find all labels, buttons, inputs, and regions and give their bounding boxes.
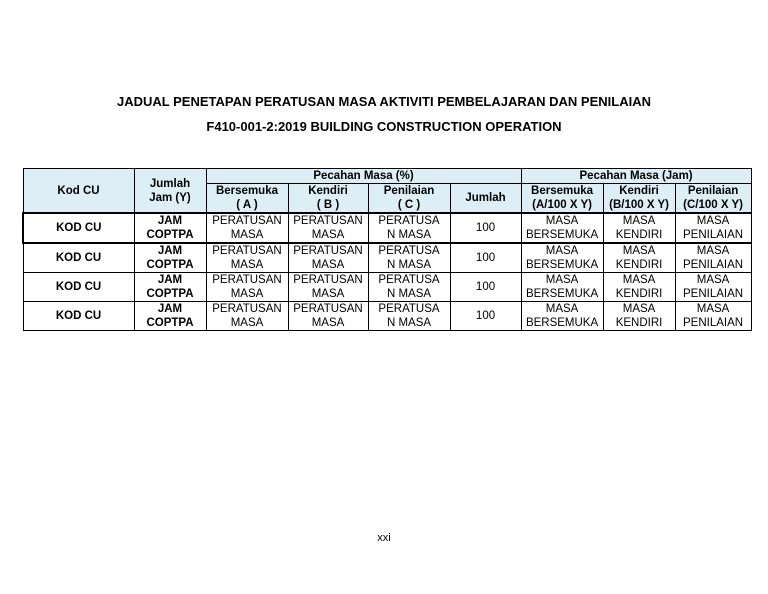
cell-jam-b[interactable]: MASA KENDIRI	[603, 302, 675, 331]
cell-jam-c[interactable]: MASA PENILAIAN	[675, 243, 751, 273]
cell-c[interactable]: PERATUSA N MASA	[368, 213, 450, 243]
cell-c[interactable]: PERATUSA N MASA	[368, 302, 450, 331]
header-jam-kendiri: Kendiri (B/100 X Y)	[603, 184, 675, 214]
header-kod-cu: Kod CU	[23, 169, 134, 214]
cell-jam-a[interactable]: MASA BERSEMUKA	[521, 213, 603, 243]
header-group-hours: Pecahan Masa (Jam)	[521, 169, 751, 184]
header-penilaian: Penilaian ( C )	[368, 184, 450, 214]
document-subtitle: F410-001-2:2019 BUILDING CONSTRUCTION OPERATION	[206, 119, 562, 134]
cell-jam-c[interactable]: MASA PENILAIAN	[675, 213, 751, 243]
page-number: xxi	[377, 532, 391, 544]
header-group-percent: Pecahan Masa (%)	[206, 169, 521, 184]
cell-c[interactable]: PERATUSA N MASA	[368, 243, 450, 273]
cell-jumlah[interactable]: 100	[450, 302, 521, 331]
time-allocation-table	[22, 168, 752, 331]
cell-a[interactable]: PERATUSAN MASA	[206, 243, 288, 273]
cell-jam[interactable]: JAM COPTPA	[134, 273, 206, 302]
cell-jumlah[interactable]: 100	[450, 243, 521, 273]
cell-b[interactable]: PERATUSAN MASA	[288, 243, 368, 273]
cell-b[interactable]: PERATUSAN MASA	[288, 273, 368, 302]
table-row	[23, 302, 751, 331]
cell-jam-a[interactable]: MASA BERSEMUKA	[521, 273, 603, 302]
cell-kod[interactable]: KOD CU	[23, 213, 134, 243]
header-jam-bersemuka: Bersemuka (A/100 X Y)	[521, 184, 603, 214]
cell-jam[interactable]: JAM COPTPA	[134, 302, 206, 331]
header-jam-penilaian: Penilaian (C/100 X Y)	[675, 184, 751, 214]
cell-kod[interactable]: KOD CU	[23, 243, 134, 273]
cell-jam[interactable]: JAM COPTPA	[134, 243, 206, 273]
cell-kod[interactable]: KOD CU	[23, 273, 134, 302]
cell-a[interactable]: PERATUSAN MASA	[206, 213, 288, 243]
cell-jam-a[interactable]: MASA BERSEMUKA	[521, 302, 603, 331]
header-bersemuka: Bersemuka ( A )	[206, 184, 288, 214]
cell-jumlah[interactable]: 100	[450, 213, 521, 243]
document-title: JADUAL PENETAPAN PERATUSAN MASA AKTIVITI PEMBELAJARAN DAN PENILAIAN	[117, 94, 651, 109]
cell-jam-c[interactable]: MASA PENILAIAN	[675, 302, 751, 331]
header-kendiri: Kendiri ( B )	[288, 184, 368, 214]
cell-jam-b[interactable]: MASA KENDIRI	[603, 243, 675, 273]
cell-kod[interactable]: KOD CU	[23, 302, 134, 331]
cell-c[interactable]: PERATUSA N MASA	[368, 273, 450, 302]
cell-jam-b[interactable]: MASA KENDIRI	[603, 273, 675, 302]
cell-jam-b[interactable]: MASA KENDIRI	[603, 213, 675, 243]
table-row	[23, 243, 751, 273]
cell-b[interactable]: PERATUSAN MASA	[288, 302, 368, 331]
cell-jam-a[interactable]: MASA BERSEMUKA	[521, 243, 603, 273]
cell-a[interactable]: PERATUSAN MASA	[206, 273, 288, 302]
cell-jam-c[interactable]: MASA PENILAIAN	[675, 273, 751, 302]
header-jumlah-jam: Jumlah Jam (Y)	[134, 169, 206, 214]
table-row	[23, 213, 751, 243]
table-row	[23, 273, 751, 302]
header-jumlah: Jumlah	[450, 184, 521, 214]
cell-jumlah[interactable]: 100	[450, 273, 521, 302]
cell-b[interactable]: PERATUSAN MASA	[288, 213, 368, 243]
cell-a[interactable]: PERATUSAN MASA	[206, 302, 288, 331]
cell-jam[interactable]: JAM COPTPA	[134, 213, 206, 243]
